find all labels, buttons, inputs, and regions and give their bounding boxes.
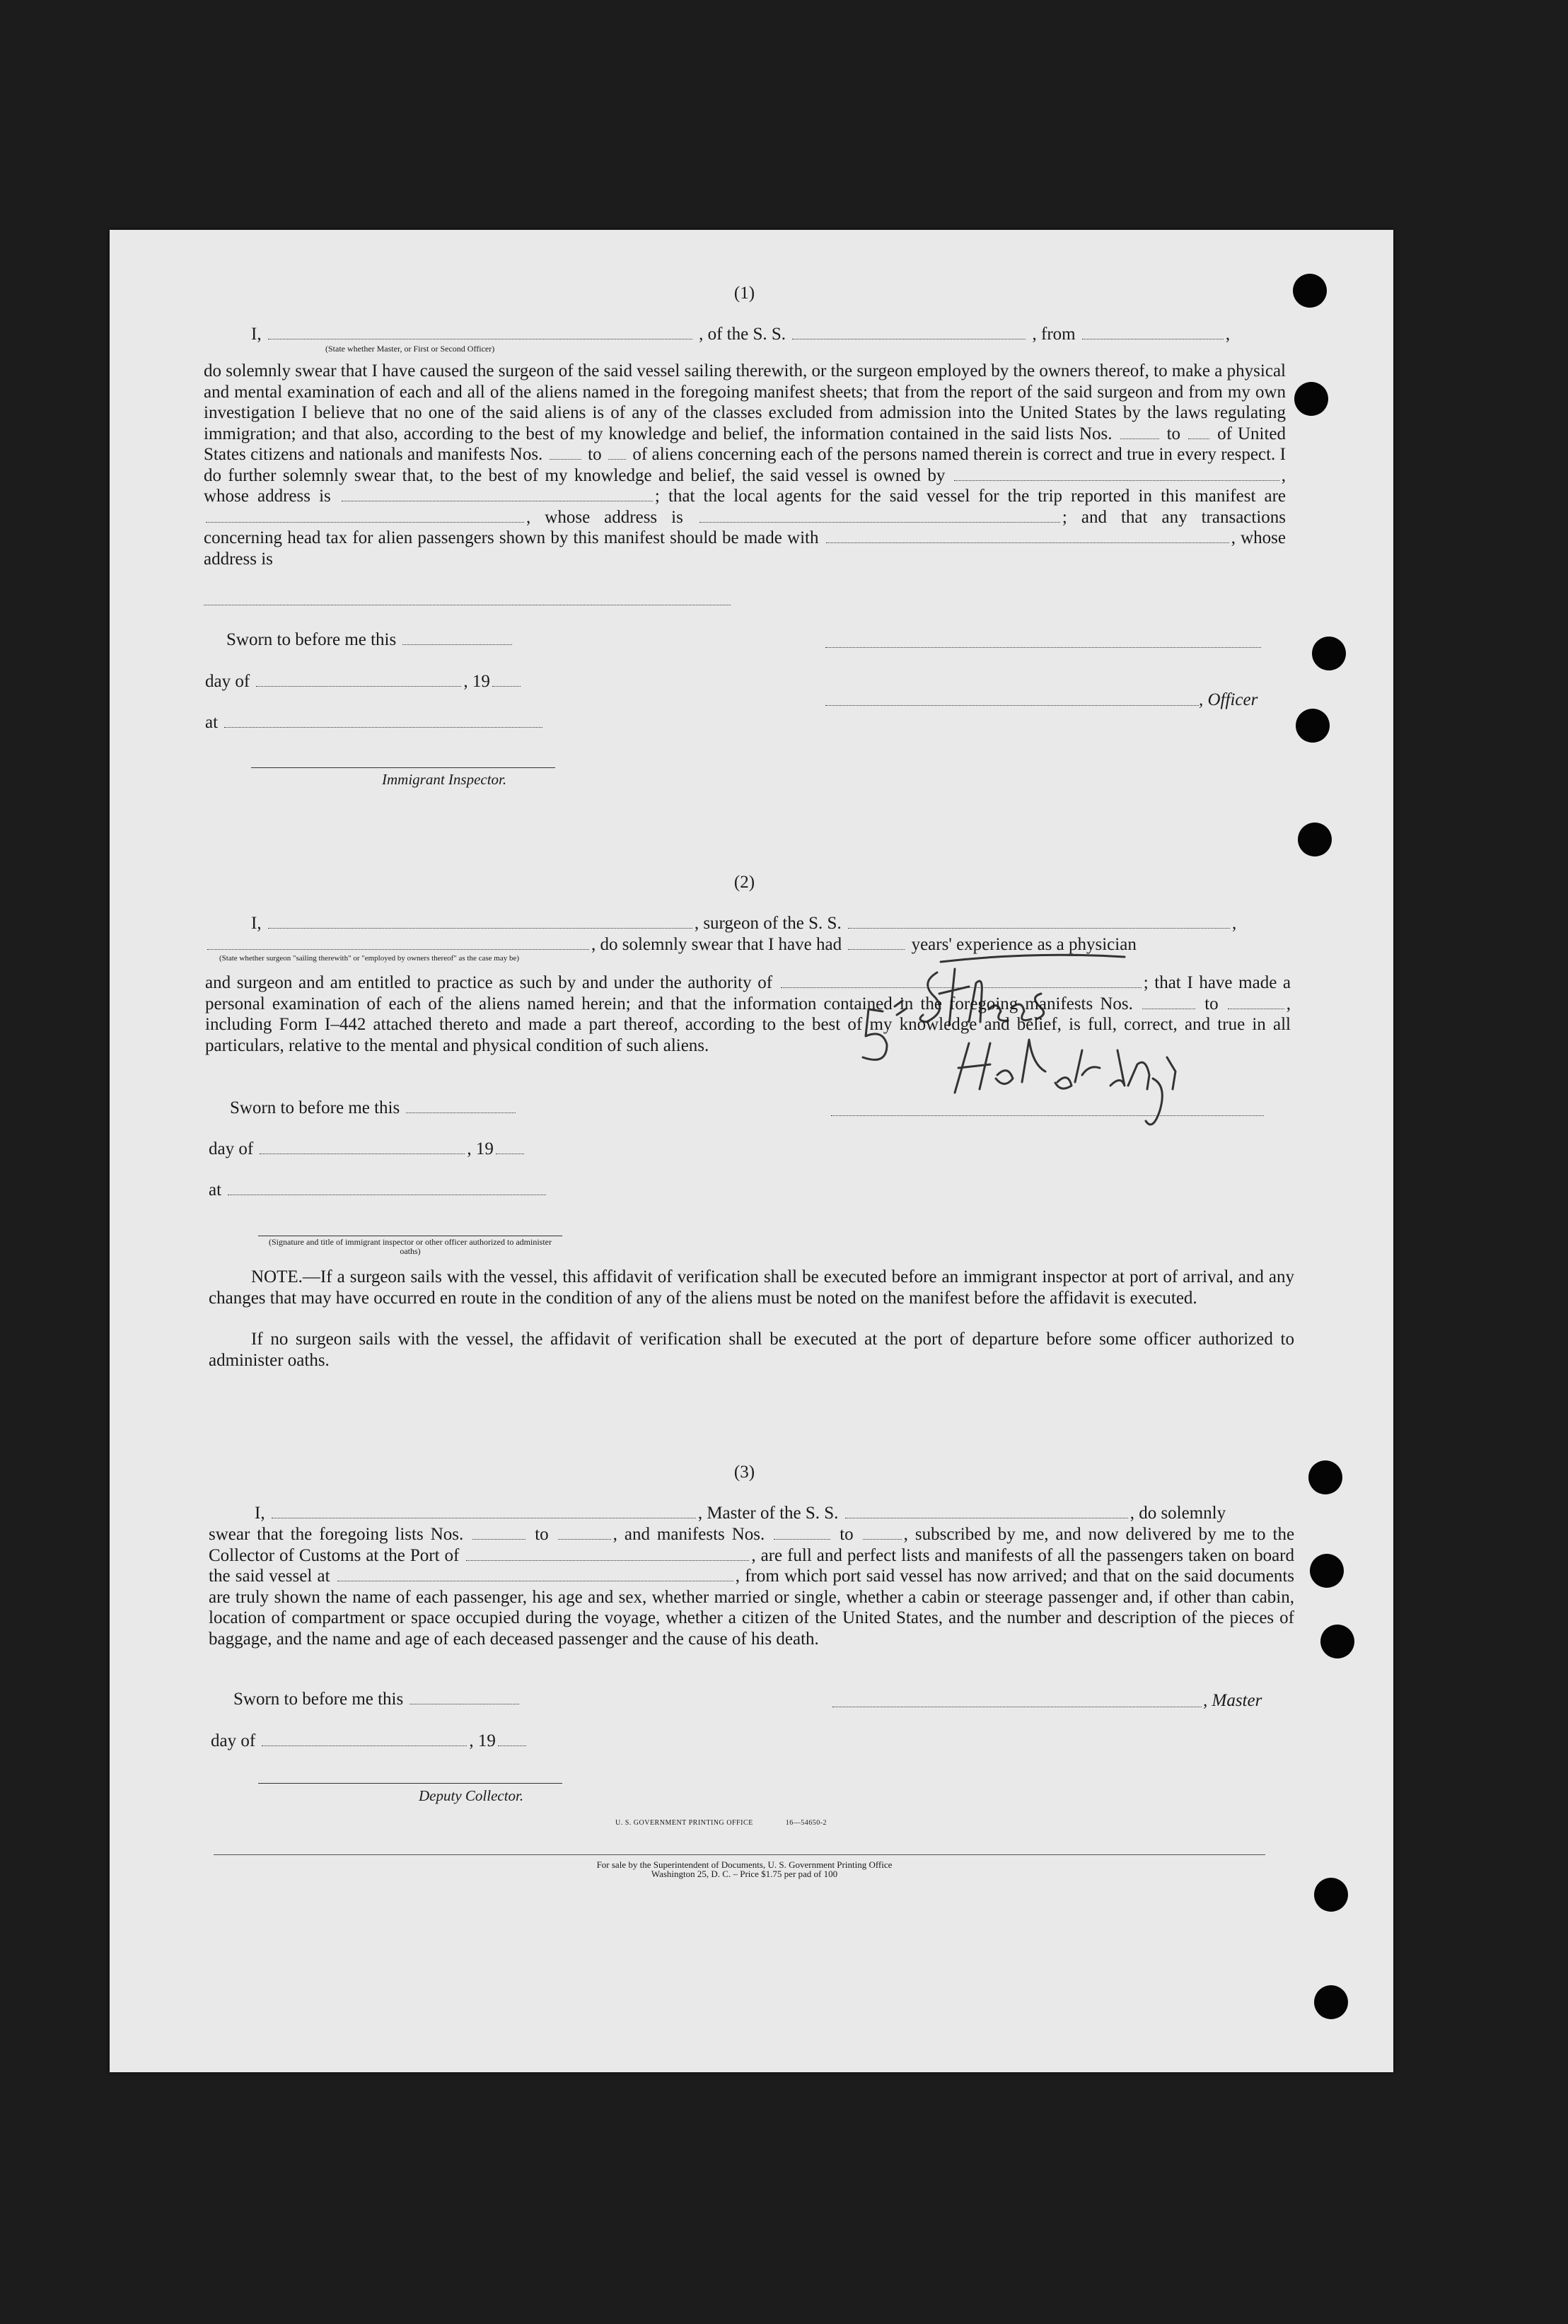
swear-label: , do solemnly swear that I have had — [591, 935, 842, 954]
master-manifests-to-field[interactable] — [863, 1525, 902, 1540]
to-label: to — [1166, 424, 1181, 443]
master-name-field[interactable] — [272, 1504, 696, 1518]
punch-hole — [1310, 1554, 1344, 1588]
surgeon-status-field[interactable] — [207, 935, 589, 950]
at-row-2 — [209, 1180, 548, 1201]
surgeon-paragraph-a: and surgeon and am entitled to practice as such by and under the authority of — [205, 973, 773, 992]
port-field[interactable] — [466, 1546, 749, 1561]
years-experience-field[interactable] — [848, 935, 905, 950]
surgeon-of-ss-label: , surgeon of the S. S. — [694, 914, 842, 933]
sworn-row-3 — [233, 1689, 521, 1710]
printing-office-line — [615, 1819, 827, 1828]
punch-hole — [1314, 1985, 1348, 2019]
master-lists-to-field[interactable] — [558, 1525, 611, 1540]
whose-address-label: , whose address is — [204, 528, 1287, 569]
officer-signature-field[interactable] — [825, 647, 1261, 648]
punch-hole — [1298, 823, 1332, 856]
agents-field[interactable] — [206, 508, 524, 523]
year-label: , 19 — [463, 672, 490, 691]
manifests-label: , and manifests Nos. — [612, 1525, 765, 1544]
signature-caption: (Signature and title of immigrant inspector or other officer authorized to administer oaths) — [269, 1237, 552, 1256]
manifests-from-field[interactable] — [550, 445, 581, 460]
sworn-row-2 — [230, 1098, 518, 1119]
years-experience-label: years' experience as a physician — [911, 935, 1137, 954]
sworn-label: Sworn to before me this — [233, 1690, 404, 1709]
oath-paragraph-d: that the local agents for the said vessel for the trip reported in this manifest are — [668, 487, 1287, 506]
authority-field[interactable] — [781, 973, 1142, 988]
price-line: Washington 25, D. C. – Price $1.75 per pad of 100 — [651, 1869, 838, 1879]
manifests-to-field[interactable] — [608, 445, 626, 460]
section-2-number: (2) — [733, 873, 755, 892]
year-field[interactable] — [492, 672, 521, 687]
sworn-date-field[interactable] — [410, 1690, 519, 1704]
section-1-number: (1) — [733, 284, 755, 303]
year-label: , 19 — [469, 1731, 496, 1750]
section-2-line-2 — [205, 934, 1379, 955]
note-label: NOTE. — [251, 1267, 303, 1286]
section-1-header-line: I, , of the S. S. , from , — [251, 325, 1231, 344]
of-ss-label: , of the S. S. — [699, 325, 786, 344]
printing-office-label: U. S. GOVERNMENT PRINTING OFFICE — [615, 1819, 753, 1827]
lists-to-field[interactable] — [1188, 424, 1209, 439]
sworn-row-1 — [226, 629, 514, 651]
lists-from-field[interactable] — [1120, 424, 1159, 439]
officer-name-field[interactable] — [268, 325, 692, 339]
deputy-signature-field[interactable] — [258, 1783, 562, 1784]
sworn-label: Sworn to before me this — [226, 630, 397, 649]
vessel-name-field[interactable] — [792, 325, 1026, 339]
surgeon-vessel-field[interactable] — [848, 914, 1230, 929]
surgeon-manifests-from-field[interactable] — [1142, 994, 1195, 1009]
deputy-collector-label: Deputy Collector. — [419, 1787, 524, 1804]
subscribed-label: , subscribed by me, and now delivered by me to the Collector of Customs at the Port of — [209, 1525, 1295, 1565]
officer-title-field[interactable] — [825, 705, 1199, 706]
master-of-ss-label: , Master of the S. S. — [697, 1504, 839, 1523]
agents-address-field[interactable] — [699, 508, 1060, 523]
to-label: to — [588, 445, 602, 464]
to-label: to — [1204, 994, 1219, 1013]
to-label: to — [840, 1525, 854, 1544]
punch-hole — [1296, 709, 1330, 743]
day-row-3 — [211, 1731, 528, 1752]
i-label: I, — [251, 325, 262, 344]
officer-label: , Officer — [1199, 690, 1258, 709]
day-of-label: day of — [209, 1139, 254, 1158]
from-port-field[interactable] — [1082, 325, 1224, 339]
state-whether-caption: (State whether Master, or First or Second Officer) — [325, 344, 495, 354]
form-code: 16—54650-2 — [785, 1819, 827, 1827]
master-paragraph-a: swear that the foregoing lists Nos. — [209, 1525, 464, 1544]
surgeon-name-field[interactable] — [268, 914, 692, 929]
inspector-signature-field[interactable] — [251, 767, 555, 768]
oath-paragraph-e: ; and that any transactions concerning head tax for alien passengers shown by this manifest should be made with — [204, 507, 1287, 547]
section-3-number: (3) — [733, 1463, 755, 1482]
day-month-field[interactable] — [256, 672, 461, 687]
form-page — [110, 230, 1393, 2072]
to-label: to — [535, 1525, 549, 1544]
master-label: , Master — [1203, 1691, 1262, 1710]
section-2-header-line: I, , surgeon of the S. S. , — [251, 914, 1237, 933]
punch-hole — [1294, 382, 1328, 416]
surgeon-paragraph-b: that I have made a personal examination of each of the aliens named herein; and that the information contained in the foregoing manifests Nos. — [205, 973, 1291, 1013]
whose-address-label: whose address is — [545, 507, 683, 527]
year-field[interactable] — [496, 1139, 524, 1154]
day-month-field[interactable] — [262, 1731, 467, 1746]
master-manifests-from-field[interactable] — [774, 1525, 830, 1540]
footer-rule — [214, 1854, 1265, 1855]
do-solemnly-label: , do solemnly — [1129, 1504, 1226, 1523]
oath-paragraph-c: of aliens concerning each of the persons named therein is correct and true in every respect. I do further solemnly swear that, to the best of my knowledge and belief, the said vessel is owned by — [204, 445, 1287, 485]
day-of-label: day of — [211, 1731, 256, 1750]
master-lists-from-field[interactable] — [472, 1525, 525, 1540]
year-field[interactable] — [498, 1731, 526, 1746]
section-3-header-line — [255, 1503, 1386, 1524]
sworn-date-field[interactable] — [402, 630, 512, 645]
at-label: at — [205, 713, 219, 732]
section-3-body — [209, 1524, 1294, 1649]
master-vessel-field[interactable] — [845, 1504, 1128, 1518]
from-label: , from — [1032, 325, 1076, 344]
full-lists-label: , are full and perfect lists and manifests of all the passengers taken on board the said vessel at — [209, 1545, 1295, 1586]
punch-hole — [1314, 1878, 1348, 1912]
head-tax-field[interactable] — [826, 528, 1229, 543]
i-label: I, — [251, 914, 262, 933]
surgeon-signature-field[interactable] — [831, 1115, 1264, 1116]
boarding-port-field[interactable] — [337, 1567, 733, 1581]
sworn-date-field[interactable] — [406, 1098, 516, 1113]
surgeon-state-caption: (State whether surgeon "sailing therewith" or "employed by owners thereof" as the case may be) — [219, 954, 520, 963]
section-1-body: do solemnly swear that I have caused the surgeon of the said vessel sailing therewith, or the surgeon employed by the owners thereof, to make a physical and mental examination of each and all of the aliens named in the foregoing manifest sheets; that from the report of the said surgeon and from my own investigation I believe that no one of the said aliens is of any of the classes excluded from admission into the United States by the laws regulating immigration; and that also, according to the best of my knowledge and belief, the information contained in the said lists Nos. to of United States citizens and nationals and manifests Nos. to of aliens concerning each of the persons named therein is correct and true in every respect. I do further solemnly swear that, to the best of my knowledge and belief, the said vessel is owned by , whose address is ; that the local agents for the said vessel for the trip reported in this manifest are , whose address is ; and that any transactions concerning head tax for alien passengers shown by this manifest should be made with , whose address is — [204, 361, 1287, 569]
note-text-a: —If a surgeon sails with the vessel, this affidavit of verification shall be executed before an immigrant inspector at port of arrival, and any changes that may have occurred en route in the condition of any of the aliens must be noted on the manifest before the affidavit is executed. — [209, 1267, 1294, 1308]
oath-paragraph-b: of United States citizens and nationals and manifests Nos. — [204, 424, 1287, 464]
note-text-b: If no surgeon sails with the vessel, the affidavit of verification shall be executed at the port of departure before some officer authorized to administer oaths. — [209, 1330, 1294, 1370]
from-which-label: , from which — [735, 1567, 828, 1586]
day-month-field[interactable] — [260, 1139, 465, 1154]
oath-paragraph-a: do solemnly swear that I have caused the surgeon of the said vessel sailing therewith, or the surgeon employed by the owners thereof, to make a physical and mental examination of each and all of the aliens named in the foregoing manifest sheets; that from the report of the said surgeon and from my own investigation I believe that no one of the said aliens is of any of the classes excluded from admission into the United States by the laws regulating immigration; and that also, according to the best of my knowledge and belief, the information contained in the said lists Nos. — [204, 361, 1286, 443]
punch-hole — [1320, 1625, 1354, 1658]
day-row-1 — [205, 671, 523, 692]
punch-hole — [1312, 637, 1346, 670]
sworn-label: Sworn to before me this — [230, 1098, 400, 1117]
at-place-field[interactable] — [224, 713, 542, 728]
owner-field[interactable] — [954, 466, 1279, 481]
i-label: I, — [255, 1504, 265, 1523]
surgeon-manifests-to-field[interactable] — [1228, 994, 1284, 1009]
immigrant-inspector-label: Immigrant Inspector. — [382, 771, 507, 788]
year-label: , 19 — [467, 1139, 494, 1158]
at-place-field[interactable] — [228, 1180, 546, 1195]
at-label: at — [209, 1180, 222, 1199]
day-row-2 — [209, 1139, 526, 1160]
at-row-1 — [205, 712, 545, 733]
day-of-label: day of — [205, 672, 250, 691]
whose-address-label: , whose address is — [204, 465, 1287, 506]
note-paragraph — [209, 1267, 1294, 1308]
surgeon-paragraph-c: , including Form I–442 attached thereto and made a part thereof, according to the best of my knowledge and belief, is full, correct, and true in all particulars, relative to the mental and physical condition of such aliens. — [205, 994, 1291, 1055]
note-paragraph-b — [209, 1329, 1294, 1371]
owner-address-field[interactable] — [342, 487, 653, 501]
for-sale-line: For sale by the Superintendent of Documents, U. S. Government Printing Office — [596, 1859, 893, 1870]
master-paragraph-b: port said vessel has now arrived; and that on the said documents are truly shown the name of each passenger, his age and sex, whether married or single, whether a cabin or steerage passenger and, if other than cabin, location of compartment or space occupied during the voyage, whether a citizen of the United States, and the number and description of the pieces of baggage, and the name and age of each deceased passenger and the cause of his death. — [209, 1567, 1295, 1649]
section-2-body: and surgeon and am entitled to practice as such by and under the authority of ; that I have made a personal examination of each of the aliens named herein; and that the information contained in the foregoing manifests Nos. to , including Form I–442 attached thereto and made a part thereof, according to the best of my knowledge and belief, is full, correct, and true in all particulars, relative to the mental and physical condition of such aliens. — [205, 973, 1291, 1055]
